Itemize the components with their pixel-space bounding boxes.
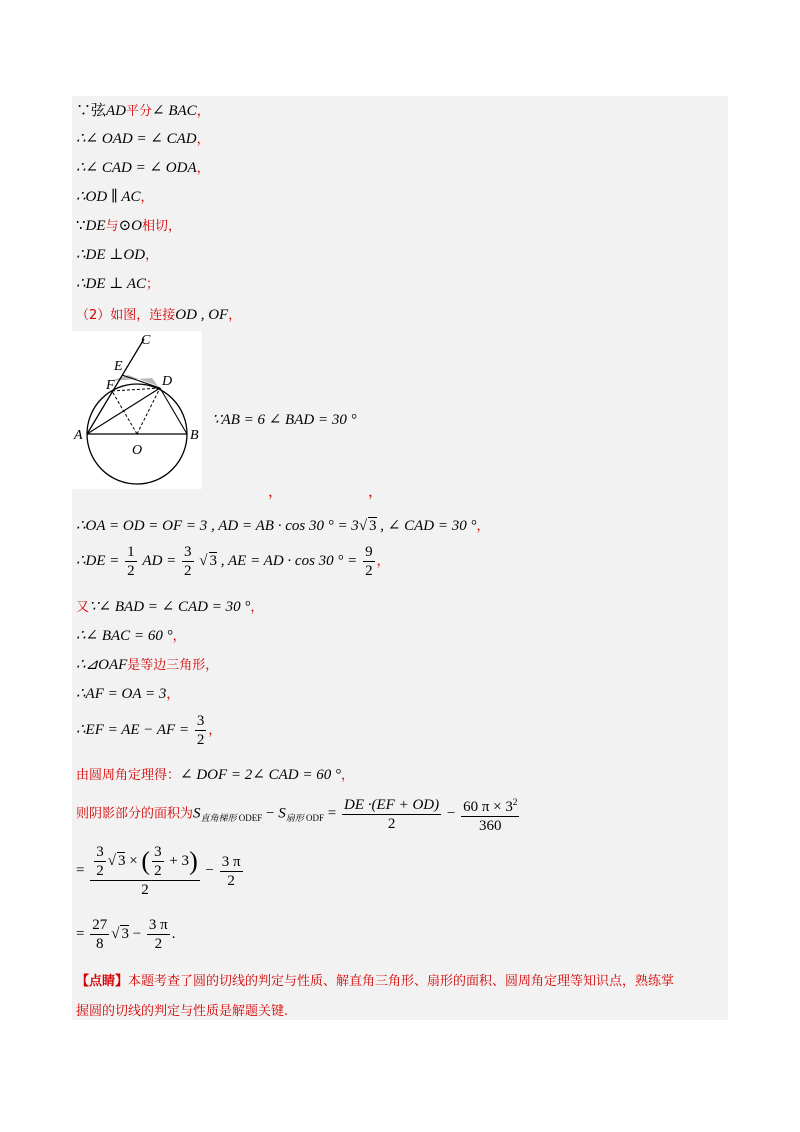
label-f: F [106, 378, 115, 393]
line-10a: ， [268, 484, 284, 500]
line-4: ∴OD ∥ AC， [76, 189, 154, 205]
label-a: A [74, 428, 83, 443]
line-23: 握圆的切线的判定与性质是解题关键. [76, 1004, 289, 1019]
segment-fd [112, 388, 160, 391]
line-18: 由圆周角定理得：∠ DOF = 2∠ CAD = 60 °， [76, 767, 354, 783]
line-12: ∴DE = $\frac{1}{2}$ AD = $\frac{3}{2}$ √ 3 , AE = AD · cos 30 ° = $\frac{9}{2}$ ， [76, 544, 390, 579]
line-10b: ， [368, 484, 384, 500]
line-22: 【点睛】本题考查了圆的切线的判定与性质、解直角三角形、扇形的面积、圆周角定理等知识点，熟练掌 [76, 974, 675, 989]
line-13: 又∵∠ BAD = ∠ CAD = 30 °， [76, 599, 264, 615]
line-ac [87, 339, 144, 434]
line-14: ∴∠ BAC = 60 °， [76, 628, 186, 644]
label-e: E [114, 359, 123, 374]
geometry-figure [72, 331, 202, 489]
line-19: 则阴影部分的面积为$S_{直角梯形 ODEF} - S_{扇形 ODF}$ = $\frac{DE \cdot(EF + OD)}{2}$ − $\frac{60 \pi \times 3^2}{360}$ [76, 796, 518, 834]
label-c: C [141, 333, 151, 348]
line-9: ∵AB = 6 ∠ BAD = 30 ° [212, 412, 357, 428]
line-15: ∴⊿OAF是等边三角形， [76, 657, 219, 673]
label-d: D [162, 374, 173, 389]
line-17: ∴EF = AE − AF = $\frac{3}{2}$ ， [76, 713, 222, 748]
circle-diagram [72, 331, 202, 489]
line-2: ∴∠ OAD = ∠ CAD， [76, 131, 210, 147]
line-7: ∴DE ⊥ AC； [76, 276, 160, 292]
line-21: = $\frac{27}{8}$ √ 3 − $\frac{3 \pi}{2}$ . [76, 917, 176, 952]
line-16: ∴AF = OA = 3， [76, 686, 180, 702]
line-8: （2）如图，连接OD , OF， [76, 307, 242, 323]
line-11: ∴OA = OD = OF = 3 , AD = AB · cos 30 ° = 3√ 3 , ∠ CAD = 30 °， [76, 518, 490, 534]
line-3: ∴∠ CAD = ∠ ODA， [76, 160, 210, 176]
label-b: B [190, 428, 199, 443]
line-20: = $\frac{3}{2}$ √ 3 × ( $\frac{3}{2}$ + 3) 2 − $\frac{3 \pi}{2}$ [76, 844, 241, 898]
chord-db [160, 388, 187, 434]
line-6: ∴DE ⊥OD， [76, 247, 159, 263]
line-1: ∵弦AD平分∠ BAC， [76, 103, 210, 119]
label-o: O [132, 443, 143, 458]
line-5: ∵DE与⊙O相切， [76, 218, 181, 234]
radius-of [112, 391, 137, 434]
